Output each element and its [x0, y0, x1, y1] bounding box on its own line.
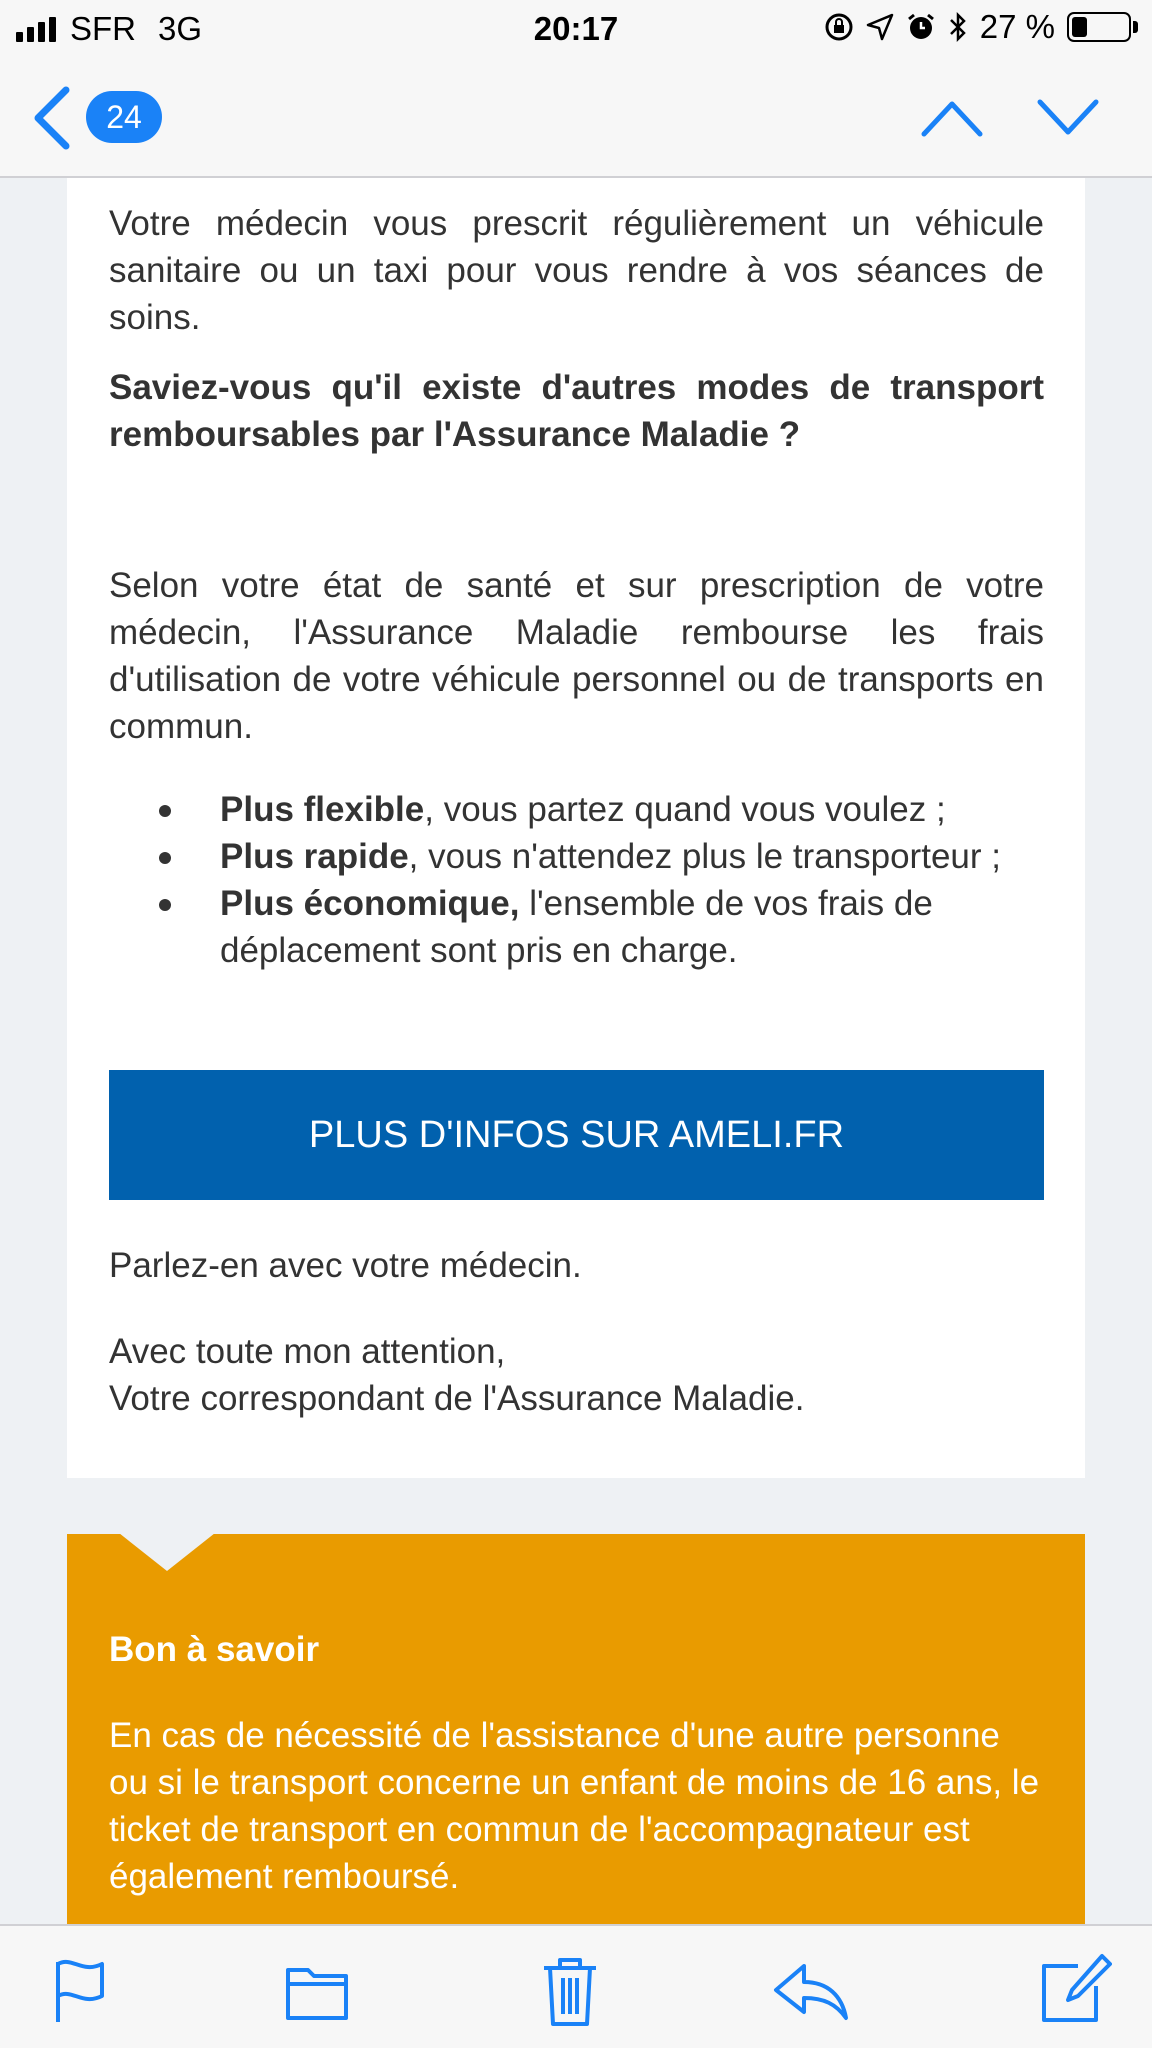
- rotation-lock-icon: [824, 12, 854, 42]
- list-item: Plus économique, l'ensemble de vos frais de déplacement sont pris en charge.: [109, 880, 1044, 974]
- good-to-know-text: En cas de nécessité de l'assistance d'une autre personne ou si le transport concerne un enfant de moins de 16 ans, le ticket de transport en commun de l'accompagnateur est également remboursé.: [109, 1716, 1040, 1896]
- status-time: 20:17: [533, 10, 619, 47]
- battery-icon: [1067, 12, 1131, 42]
- status-indicators: [824, 8, 1138, 46]
- explanation-paragraph: Selon votre état de santé et sur prescription de votre médecin, l'Assurance Maladie rembourse les frais d'utilisation de votre véhicule personnel ou de transports en commun.: [109, 566, 1044, 746]
- box-notch: [119, 1533, 215, 1571]
- folder-icon[interactable]: [278, 1952, 358, 2028]
- battery-percentage: 27 %: [979, 8, 1055, 45]
- compose-icon[interactable]: [1032, 1952, 1112, 2028]
- flag-icon[interactable]: [40, 1952, 120, 2028]
- question-paragraph: Saviez-vous qu'il existe d'autres modes de transport remboursables par l'Assurance Maladie ?: [109, 368, 1044, 454]
- network-type: 3G: [158, 10, 203, 47]
- unread-count-badge[interactable]: 24: [86, 91, 162, 143]
- advice-paragraph: Parlez-en avec votre médecin.: [109, 1246, 582, 1285]
- trash-icon[interactable]: [530, 1952, 610, 2028]
- battery-level: [1072, 17, 1087, 37]
- benefits-list: [109, 786, 1044, 974]
- bottom-toolbar: [0, 1924, 1152, 2048]
- carrier-name: SFR: [70, 10, 136, 47]
- closing-line-1: Avec toute mon attention,: [109, 1332, 506, 1371]
- battery-tip: [1133, 21, 1138, 33]
- closing-line-2: Votre correspondant de l'Assurance Maladie.: [109, 1379, 805, 1418]
- status-bar: [0, 0, 1152, 58]
- alarm-icon: [906, 12, 936, 42]
- intro-paragraph: Votre médecin vous prescrit régulièrement un véhicule sanitaire ou un taxi pour vous rendre à vos séances de soins.: [109, 204, 1044, 337]
- next-message-icon[interactable]: [1036, 96, 1100, 140]
- back-chevron-icon[interactable]: [30, 86, 74, 150]
- location-arrow-icon: [866, 13, 894, 41]
- email-body-card: [67, 178, 1085, 1478]
- ameli-info-button[interactable]: PLUS D'INFOS SUR AMELI.FR: [109, 1070, 1044, 1200]
- good-to-know-title: Bon à savoir: [109, 1630, 320, 1669]
- list-item: Plus flexible, vous partez quand vous voulez ;: [109, 786, 1044, 833]
- reply-icon[interactable]: [770, 1952, 850, 2028]
- list-item: Plus rapide, vous n'attendez plus le transporteur ;: [109, 833, 1044, 880]
- previous-message-icon[interactable]: [920, 96, 984, 140]
- bluetooth-icon: [948, 11, 968, 43]
- navigation-bar: [0, 58, 1152, 178]
- good-to-know-box: [67, 1534, 1085, 1934]
